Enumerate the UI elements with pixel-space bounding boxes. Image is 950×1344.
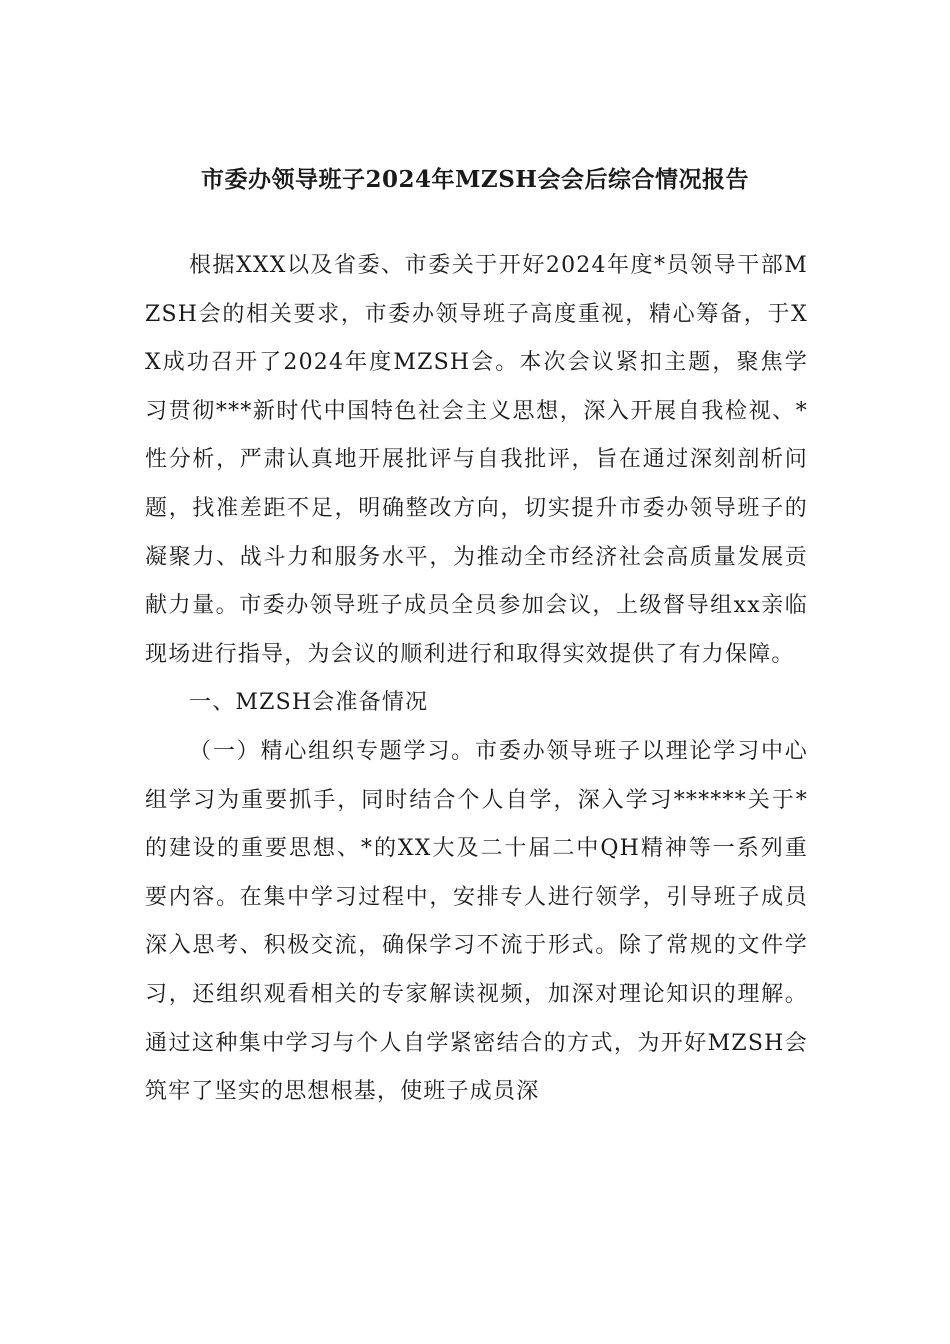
paragraph-intro: 根据XXX以及省委、市委关于开好2024年度*员领导干部MZSH会的相关要求，市委办领导班子高度重视，精心筹备，于XX成功召开了2024年度MZSH会。本次会议紧扣主题，聚焦学习贯彻***新时代中国特色社会主义思想，深入开展自我检视、*性分析，严肃认真地开展批评与自我批评，旨在通过深刻剖析问题，找准差距不足，明确整改方向，切实提升市委办领导班子的凝聚力、战斗力和服务水平，为推动全市经济社会高质量发展贡献力量。市委办领导班子成员全员参加会议，上级督导组xx亲临现场进行指导，为会议的顺利进行和取得实效提供了有力保障。 bbox=[145, 253, 808, 667]
document-title: 市委办领导班子2024年MZSH会会后综合情况报告 bbox=[200, 166, 750, 193]
document-body bbox=[145, 242, 808, 1117]
section-heading-preparation: 一、MZSH会准备情况 bbox=[189, 690, 429, 716]
paragraph-study: （一）精心组织专题学习。市委办领导班子以理论学习中心组学习为重要抓手，同时结合个人自学，深入学习******关于*的建设的重要思想、*的XX大及二十届二中QH精神等一系列重要内容。在集中学习过程中，安排专人进行领学，引导班子成员深入思考、积极交流，确保学习不流于形式。除了常规的文件学习，还组织观看相关的专家解读视频，加深对理论知识的理解。通过这种集中学习与个人自学紧密结合的方式，为开好MZSH会筑牢了坚实的思想根基，使班子成员深 bbox=[145, 738, 808, 1105]
